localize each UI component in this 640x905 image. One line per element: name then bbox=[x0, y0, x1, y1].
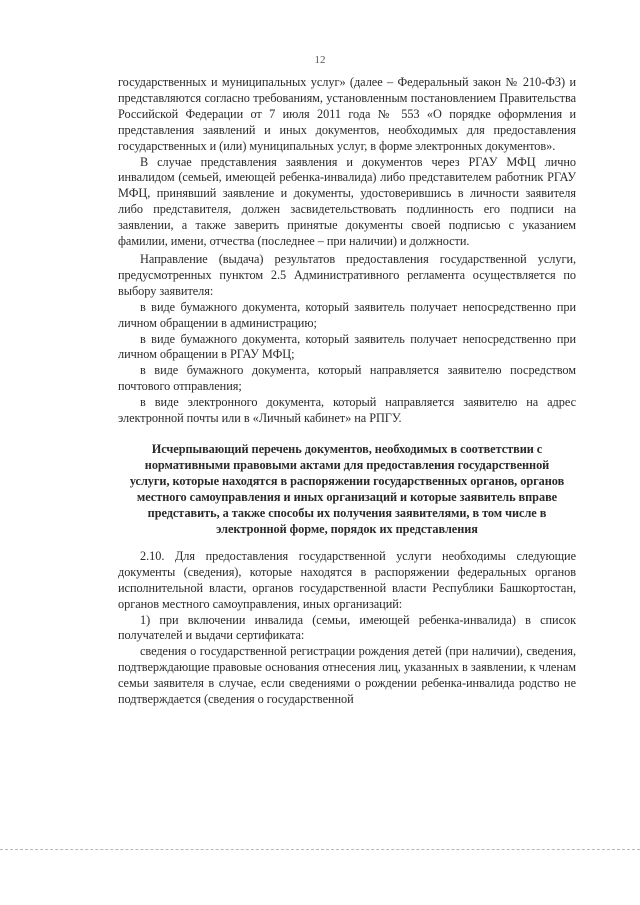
result-option-item: в виде бумажного документа, который заявитель получает непосредственно при личном обращении в администрацию; bbox=[118, 299, 576, 330]
section-heading: Исчерпывающий перечень документов, необходимых в соответствии с нормативными правовыми актами для предоставления государственной услуги, которые находятся в распоряжении государственных органов, органов местного самоуправления и иных организаций и которые заявитель вправе представить, а также способы их получения заявителями, в том числе в электронной форме, порядок их представления bbox=[129, 441, 565, 536]
clause-2-10-paragraph: 2.10. Для предоставления государственной услуги необходимы следующие документы (сведения), которые находятся в распоряжении федеральных органов исполнительной власти, органов государственной власти Республики Башкортостан, органов местного самоуправления, иных организаций: bbox=[118, 548, 576, 611]
result-option-item: в виде бумажного документа, который направляется заявителю посредством почтового отправления; bbox=[118, 363, 576, 394]
intro-paragraph: государственных и муниципальных услуг» (далее – Федеральный закон № 210-ФЗ) и представляются согласно требованиям, установленным постановлением Правительства Российской Федерации от 7 июля 2011 года № 553 «О порядке оформления и представления заявлений и иных документов, необходимых для предоставления государственных и (или) муниципальных услуг, в форме электронных документов». bbox=[118, 75, 576, 153]
page-number: 12 bbox=[314, 54, 326, 66]
document-body bbox=[118, 75, 576, 708]
result-option-item: в виде бумажного документа, который заявитель получает непосредственно при личном обращении в РГАУ МФЦ; bbox=[118, 331, 576, 362]
clause-item-1-paragraph: 1) при включении инвалида (семьи, имеющей ребенка-инвалида) в список получателей и выдачи сертификата: bbox=[118, 612, 576, 643]
results-delivery-paragraph: Направление (выдача) результатов предоставления государственной услуги, предусмотренных пунктом 2.5 Административного регламента осуществляется по выбору заявителя: bbox=[118, 251, 576, 298]
scan-edge-divider bbox=[0, 849, 640, 850]
mfc-submission-paragraph: В случае представления заявления и документов через РГАУ МФЦ лично инвалидом (семьей, имеющей ребенка-инвалида) либо представителем работник РГАУ МФЦ, принявший заявление и документы, удостоверившись в личности заявителя либо представителя, должен засвидетельствовать подлинность его подписи на заявлении, а также заверить принятые документы своей подписью с указанием фамилии, имени, отчества (последнее – при наличии) и должности. bbox=[118, 154, 576, 249]
birth-records-paragraph: сведения о государственной регистрации рождения детей (при наличии), сведения, подтверждающие правовые основания отнесения лиц, указанных в заявлении, к членам семьи заявителя в случае, если сведениями о рождении ребенка-инвалида родство не подтверждается (сведения о государственной bbox=[118, 644, 576, 707]
result-option-item: в виде электронного документа, который направляется заявителю на адрес электронной почты или в «Личный кабинет» на РПГУ. bbox=[118, 395, 576, 426]
